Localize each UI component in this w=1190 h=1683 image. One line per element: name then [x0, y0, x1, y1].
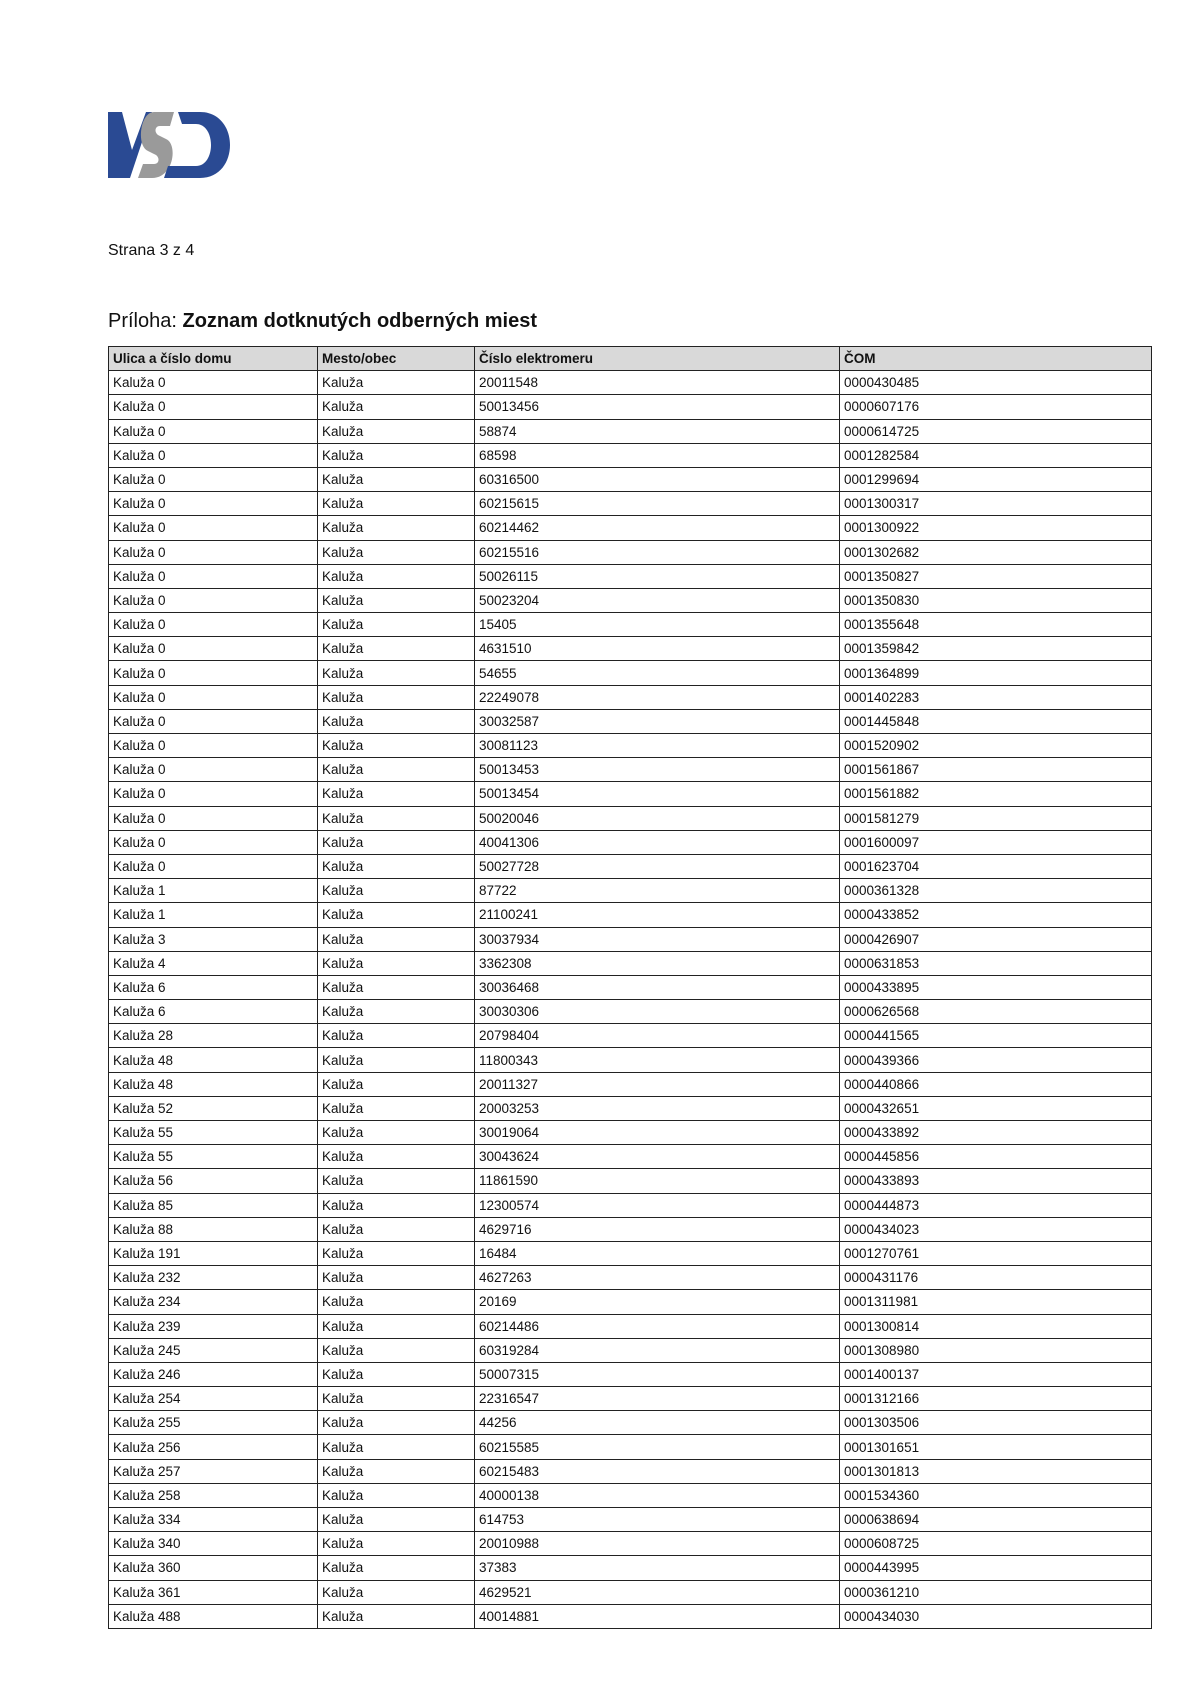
cell-com: 0001282584 [840, 443, 1152, 467]
cell-com: 0001623704 [840, 854, 1152, 878]
cell-meter-number: 30032587 [475, 709, 840, 733]
table-row [109, 1411, 1152, 1435]
cell-meter-number: 16484 [475, 1241, 840, 1265]
cell-city: Kaluža [318, 1048, 475, 1072]
table-row [109, 1096, 1152, 1120]
cell-street: Kaluža 0 [109, 588, 318, 612]
table-row [109, 1508, 1152, 1532]
cell-com: 0001350830 [840, 588, 1152, 612]
table-row [109, 1556, 1152, 1580]
cell-com: 0000433895 [840, 975, 1152, 999]
cell-com: 0000444873 [840, 1193, 1152, 1217]
cell-city: Kaluža [318, 1241, 475, 1265]
cell-city: Kaluža [318, 516, 475, 540]
cell-meter-number: 50020046 [475, 806, 840, 830]
cell-street: Kaluža 0 [109, 685, 318, 709]
table-row [109, 1314, 1152, 1338]
cell-com: 0000608725 [840, 1532, 1152, 1556]
cell-meter-number: 4631510 [475, 637, 840, 661]
cell-street: Kaluža 4 [109, 951, 318, 975]
cell-street: Kaluža 6 [109, 1000, 318, 1024]
table-row [109, 734, 1152, 758]
cell-com: 0001400137 [840, 1362, 1152, 1386]
cell-street: Kaluža 0 [109, 734, 318, 758]
title-prefix: Príloha: [108, 310, 177, 332]
cell-street: Kaluža 191 [109, 1241, 318, 1265]
cell-com: 0001350827 [840, 564, 1152, 588]
cell-com: 0001300814 [840, 1314, 1152, 1338]
cell-city: Kaluža [318, 1580, 475, 1604]
cell-city: Kaluža [318, 1266, 475, 1290]
column-header-meter-number: Číslo elektromeru [475, 347, 840, 371]
cell-street: Kaluža 234 [109, 1290, 318, 1314]
cell-city: Kaluža [318, 467, 475, 491]
cell-street: Kaluža 0 [109, 709, 318, 733]
cell-city: Kaluža [318, 854, 475, 878]
cell-city: Kaluža [318, 1459, 475, 1483]
table-row [109, 1459, 1152, 1483]
table-row [109, 782, 1152, 806]
cell-com: 0000443995 [840, 1556, 1152, 1580]
cell-street: Kaluža 257 [109, 1459, 318, 1483]
cell-city: Kaluža [318, 782, 475, 806]
table-row [109, 613, 1152, 637]
cell-street: Kaluža 0 [109, 661, 318, 685]
cell-street: Kaluža 334 [109, 1508, 318, 1532]
table-row [109, 564, 1152, 588]
cell-com: 0001303506 [840, 1411, 1152, 1435]
cell-meter-number: 60215516 [475, 540, 840, 564]
cell-com: 0001301651 [840, 1435, 1152, 1459]
cell-street: Kaluža 0 [109, 443, 318, 467]
cell-meter-number: 60215585 [475, 1435, 840, 1459]
cell-com: 0001270761 [840, 1241, 1152, 1265]
cell-street: Kaluža 55 [109, 1145, 318, 1169]
table-row [109, 830, 1152, 854]
cell-meter-number: 20010988 [475, 1532, 840, 1556]
cell-meter-number: 60319284 [475, 1338, 840, 1362]
cell-street: Kaluža 258 [109, 1483, 318, 1507]
cell-com: 0000439366 [840, 1048, 1152, 1072]
cell-city: Kaluža [318, 709, 475, 733]
document-title [108, 310, 537, 333]
cell-city: Kaluža [318, 1362, 475, 1386]
cell-meter-number: 20003253 [475, 1096, 840, 1120]
cell-street: Kaluža 0 [109, 540, 318, 564]
cell-com: 0000440866 [840, 1072, 1152, 1096]
cell-city: Kaluža [318, 1000, 475, 1024]
cell-meter-number: 11861590 [475, 1169, 840, 1193]
cell-city: Kaluža [318, 758, 475, 782]
cell-meter-number: 614753 [475, 1508, 840, 1532]
table-row [109, 467, 1152, 491]
table-row [109, 492, 1152, 516]
cell-com: 0001300317 [840, 492, 1152, 516]
cell-street: Kaluža 6 [109, 975, 318, 999]
cell-meter-number: 12300574 [475, 1193, 840, 1217]
cell-com: 0000638694 [840, 1508, 1152, 1532]
table-row [109, 1024, 1152, 1048]
cell-city: Kaluža [318, 661, 475, 685]
cell-com: 0001561867 [840, 758, 1152, 782]
cell-meter-number: 15405 [475, 613, 840, 637]
table-row [109, 540, 1152, 564]
title-main: Zoznam dotknutých odberných miest [182, 310, 537, 332]
table-row [109, 903, 1152, 927]
cell-com: 0001402283 [840, 685, 1152, 709]
cell-com: 0001301813 [840, 1459, 1152, 1483]
cell-meter-number: 37383 [475, 1556, 840, 1580]
cell-city: Kaluža [318, 395, 475, 419]
cell-meter-number: 40041306 [475, 830, 840, 854]
table-row [109, 1604, 1152, 1628]
table-row [109, 1580, 1152, 1604]
cell-com: 0001300922 [840, 516, 1152, 540]
cell-street: Kaluža 1 [109, 879, 318, 903]
table-row [109, 1435, 1152, 1459]
cell-com: 0000426907 [840, 927, 1152, 951]
table-row [109, 1266, 1152, 1290]
cell-meter-number: 3362308 [475, 951, 840, 975]
cell-city: Kaluža [318, 588, 475, 612]
cell-city: Kaluža [318, 1435, 475, 1459]
table-row [109, 1145, 1152, 1169]
cell-com: 0000434030 [840, 1604, 1152, 1628]
cell-com: 0001561882 [840, 782, 1152, 806]
cell-meter-number: 50023204 [475, 588, 840, 612]
cell-city: Kaluža [318, 1024, 475, 1048]
cell-com: 0000445856 [840, 1145, 1152, 1169]
table-row [109, 758, 1152, 782]
cell-meter-number: 60215615 [475, 492, 840, 516]
cell-meter-number: 50013456 [475, 395, 840, 419]
cell-meter-number: 40000138 [475, 1483, 840, 1507]
company-logo [108, 112, 232, 182]
cell-street: Kaluža 0 [109, 637, 318, 661]
cell-city: Kaluža [318, 927, 475, 951]
table-row [109, 1362, 1152, 1386]
cell-street: Kaluža 0 [109, 564, 318, 588]
cell-com: 0001534360 [840, 1483, 1152, 1507]
table-row [109, 371, 1152, 395]
cell-street: Kaluža 246 [109, 1362, 318, 1386]
cell-meter-number: 22316547 [475, 1387, 840, 1411]
table-row [109, 1072, 1152, 1096]
cell-city: Kaluža [318, 1387, 475, 1411]
cell-city: Kaluža [318, 1532, 475, 1556]
cell-com: 0001581279 [840, 806, 1152, 830]
cell-street: Kaluža 48 [109, 1072, 318, 1096]
column-header-city: Mesto/obec [318, 347, 475, 371]
table-row [109, 516, 1152, 540]
cell-city: Kaluža [318, 1508, 475, 1532]
table-row [109, 1217, 1152, 1241]
table-row [109, 1483, 1152, 1507]
cell-com: 0001600097 [840, 830, 1152, 854]
cell-meter-number: 50027728 [475, 854, 840, 878]
table-row [109, 854, 1152, 878]
table-row [109, 588, 1152, 612]
cell-city: Kaluža [318, 806, 475, 830]
table-row [109, 951, 1152, 975]
cell-city: Kaluža [318, 879, 475, 903]
cell-street: Kaluža 254 [109, 1387, 318, 1411]
table-row [109, 661, 1152, 685]
cell-meter-number: 87722 [475, 879, 840, 903]
affected-points-table [108, 346, 1152, 1629]
cell-street: Kaluža 1 [109, 903, 318, 927]
cell-city: Kaluža [318, 1604, 475, 1628]
table-row [109, 443, 1152, 467]
cell-com: 0001445848 [840, 709, 1152, 733]
cell-meter-number: 40014881 [475, 1604, 840, 1628]
table-row [109, 1290, 1152, 1314]
column-header-com: ČOM [840, 347, 1152, 371]
cell-city: Kaluža [318, 564, 475, 588]
cell-meter-number: 4629521 [475, 1580, 840, 1604]
cell-street: Kaluža 361 [109, 1580, 318, 1604]
cell-street: Kaluža 256 [109, 1435, 318, 1459]
cell-meter-number: 50013454 [475, 782, 840, 806]
cell-city: Kaluža [318, 1556, 475, 1580]
cell-meter-number: 50026115 [475, 564, 840, 588]
cell-com: 0001359842 [840, 637, 1152, 661]
cell-meter-number: 60215483 [475, 1459, 840, 1483]
table-row [109, 1000, 1152, 1024]
vsd-logo-icon [108, 112, 232, 182]
cell-city: Kaluža [318, 1193, 475, 1217]
cell-city: Kaluža [318, 1217, 475, 1241]
cell-city: Kaluža [318, 443, 475, 467]
cell-meter-number: 44256 [475, 1411, 840, 1435]
cell-city: Kaluža [318, 1338, 475, 1362]
table-row [109, 1193, 1152, 1217]
cell-city: Kaluža [318, 951, 475, 975]
cell-meter-number: 68598 [475, 443, 840, 467]
cell-meter-number: 20798404 [475, 1024, 840, 1048]
table-row [109, 975, 1152, 999]
cell-com: 0000626568 [840, 1000, 1152, 1024]
cell-com: 0000361328 [840, 879, 1152, 903]
cell-street: Kaluža 340 [109, 1532, 318, 1556]
cell-meter-number: 4627263 [475, 1266, 840, 1290]
cell-meter-number: 50007315 [475, 1362, 840, 1386]
cell-com: 0000361210 [840, 1580, 1152, 1604]
cell-meter-number: 60214462 [475, 516, 840, 540]
cell-meter-number: 30043624 [475, 1145, 840, 1169]
cell-city: Kaluža [318, 371, 475, 395]
table-row [109, 685, 1152, 709]
cell-street: Kaluža 360 [109, 1556, 318, 1580]
table-row [109, 1241, 1152, 1265]
cell-com: 0001299694 [840, 467, 1152, 491]
table-row [109, 1048, 1152, 1072]
cell-city: Kaluža [318, 1314, 475, 1338]
cell-street: Kaluža 52 [109, 1096, 318, 1120]
cell-city: Kaluža [318, 1145, 475, 1169]
cell-com: 0000434023 [840, 1217, 1152, 1241]
column-header-street: Ulica a číslo domu [109, 347, 318, 371]
cell-city: Kaluža [318, 830, 475, 854]
table-row [109, 395, 1152, 419]
cell-street: Kaluža 0 [109, 830, 318, 854]
cell-street: Kaluža 0 [109, 419, 318, 443]
cell-meter-number: 20011548 [475, 371, 840, 395]
cell-com: 0000607176 [840, 395, 1152, 419]
cell-street: Kaluža 0 [109, 467, 318, 491]
table-row [109, 1338, 1152, 1362]
table-row [109, 419, 1152, 443]
cell-meter-number: 4629716 [475, 1217, 840, 1241]
cell-com: 0000430485 [840, 371, 1152, 395]
cell-com: 0001364899 [840, 661, 1152, 685]
cell-street: Kaluža 88 [109, 1217, 318, 1241]
cell-city: Kaluža [318, 1169, 475, 1193]
table-row [109, 637, 1152, 661]
cell-city: Kaluža [318, 1072, 475, 1096]
cell-com: 0001355648 [840, 613, 1152, 637]
cell-street: Kaluža 0 [109, 854, 318, 878]
cell-city: Kaluža [318, 903, 475, 927]
cell-com: 0001520902 [840, 734, 1152, 758]
cell-com: 0000433892 [840, 1121, 1152, 1145]
table-row [109, 806, 1152, 830]
cell-street: Kaluža 239 [109, 1314, 318, 1338]
cell-meter-number: 58874 [475, 419, 840, 443]
cell-meter-number: 20169 [475, 1290, 840, 1314]
cell-city: Kaluža [318, 419, 475, 443]
cell-com: 0001312166 [840, 1387, 1152, 1411]
cell-city: Kaluža [318, 685, 475, 709]
cell-com: 0000614725 [840, 419, 1152, 443]
cell-street: Kaluža 55 [109, 1121, 318, 1145]
cell-city: Kaluža [318, 540, 475, 564]
cell-street: Kaluža 488 [109, 1604, 318, 1628]
cell-city: Kaluža [318, 734, 475, 758]
table-row [109, 1169, 1152, 1193]
cell-city: Kaluža [318, 637, 475, 661]
cell-meter-number: 60214486 [475, 1314, 840, 1338]
table-row [109, 709, 1152, 733]
cell-com: 0001302682 [840, 540, 1152, 564]
cell-city: Kaluža [318, 975, 475, 999]
cell-com: 0000441565 [840, 1024, 1152, 1048]
cell-city: Kaluža [318, 1096, 475, 1120]
cell-meter-number: 21100241 [475, 903, 840, 927]
cell-meter-number: 30036468 [475, 975, 840, 999]
cell-meter-number: 20011327 [475, 1072, 840, 1096]
cell-com: 0000431176 [840, 1266, 1152, 1290]
page-number: Strana 3 z 4 [108, 242, 195, 259]
cell-com: 0000433893 [840, 1169, 1152, 1193]
table-row [109, 1387, 1152, 1411]
cell-com: 0000631853 [840, 951, 1152, 975]
cell-city: Kaluža [318, 492, 475, 516]
cell-meter-number: 22249078 [475, 685, 840, 709]
cell-meter-number: 30019064 [475, 1121, 840, 1145]
cell-street: Kaluža 28 [109, 1024, 318, 1048]
cell-com: 0001308980 [840, 1338, 1152, 1362]
cell-city: Kaluža [318, 1290, 475, 1314]
cell-city: Kaluža [318, 1411, 475, 1435]
cell-meter-number: 30030306 [475, 1000, 840, 1024]
cell-street: Kaluža 0 [109, 613, 318, 637]
cell-street: Kaluža 0 [109, 782, 318, 806]
table-header-row [109, 347, 1152, 371]
cell-meter-number: 60316500 [475, 467, 840, 491]
cell-com: 0000432651 [840, 1096, 1152, 1120]
cell-com: 0001311981 [840, 1290, 1152, 1314]
cell-city: Kaluža [318, 613, 475, 637]
cell-street: Kaluža 0 [109, 371, 318, 395]
table-row [109, 879, 1152, 903]
cell-street: Kaluža 0 [109, 758, 318, 782]
cell-street: Kaluža 48 [109, 1048, 318, 1072]
cell-street: Kaluža 245 [109, 1338, 318, 1362]
cell-street: Kaluža 85 [109, 1193, 318, 1217]
cell-street: Kaluža 0 [109, 516, 318, 540]
cell-street: Kaluža 0 [109, 492, 318, 516]
cell-street: Kaluža 56 [109, 1169, 318, 1193]
cell-street: Kaluža 0 [109, 395, 318, 419]
cell-meter-number: 54655 [475, 661, 840, 685]
table-row [109, 927, 1152, 951]
table-row [109, 1532, 1152, 1556]
cell-street: Kaluža 0 [109, 806, 318, 830]
cell-meter-number: 11800343 [475, 1048, 840, 1072]
cell-city: Kaluža [318, 1483, 475, 1507]
table-row [109, 1121, 1152, 1145]
cell-street: Kaluža 3 [109, 927, 318, 951]
cell-street: Kaluža 255 [109, 1411, 318, 1435]
cell-meter-number: 30081123 [475, 734, 840, 758]
cell-street: Kaluža 232 [109, 1266, 318, 1290]
cell-com: 0000433852 [840, 903, 1152, 927]
cell-meter-number: 50013453 [475, 758, 840, 782]
cell-meter-number: 30037934 [475, 927, 840, 951]
cell-city: Kaluža [318, 1121, 475, 1145]
